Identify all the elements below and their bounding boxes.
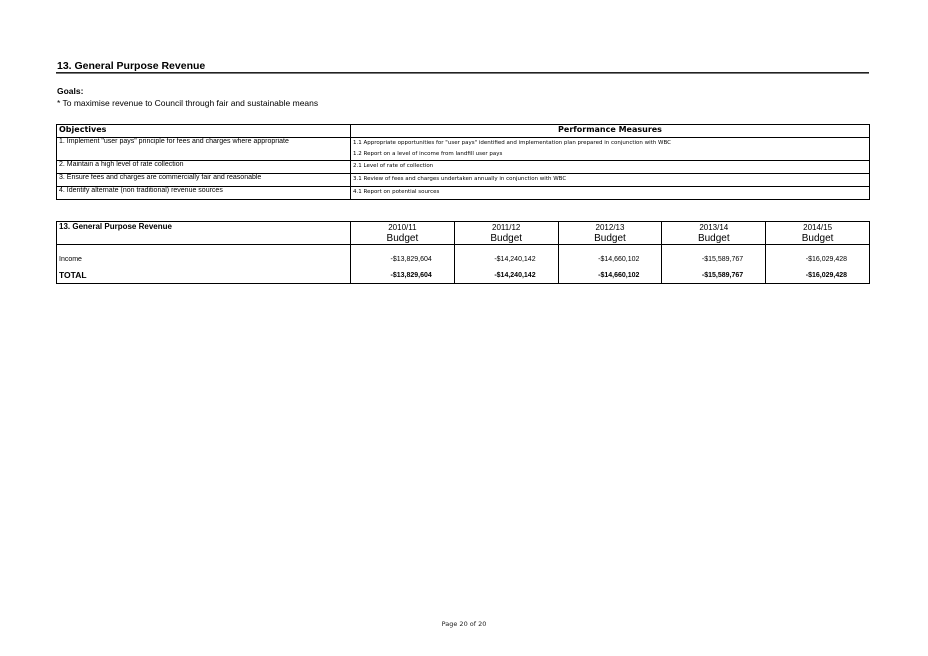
budget-table	[56, 221, 870, 284]
measure-item: 2.1 Level of rate of collection	[353, 163, 434, 169]
income-value: -$16,029,428	[766, 251, 870, 267]
table-row	[57, 138, 870, 161]
measures-cell	[351, 187, 870, 200]
year-label: 2012/13	[595, 223, 625, 232]
goals-text: * To maximise revenue to Council through fair and sustainable means	[57, 98, 319, 108]
total-value: -$16,029,428	[766, 267, 870, 284]
table-row	[57, 187, 870, 200]
objectives-table	[56, 124, 870, 200]
total-value: -$14,240,142	[454, 267, 558, 284]
income-value: -$14,240,142	[454, 251, 558, 267]
measure-item: 3.1 Review of fees and charges undertaken annually in conjunction with WBC	[353, 176, 567, 182]
budget-header-row	[57, 222, 870, 245]
table-row	[57, 174, 870, 187]
objective-cell: 1. Implement "user pays" principle for fees and charges where appropriate	[57, 138, 351, 161]
income-value: -$13,829,604	[351, 251, 455, 267]
budget-label: Budget	[801, 233, 834, 244]
table-row	[57, 161, 870, 174]
measures-cell	[351, 138, 870, 161]
year-header	[662, 222, 766, 245]
total-label: TOTAL	[57, 267, 351, 284]
year-header	[766, 222, 870, 245]
year-header	[351, 222, 455, 245]
year-label: 2014/15	[803, 223, 833, 232]
income-label: Income	[57, 251, 351, 267]
title-rule	[56, 72, 869, 74]
budget-label: Budget	[697, 233, 730, 244]
income-value: -$14,660,102	[558, 251, 662, 267]
total-value: -$13,829,604	[351, 267, 455, 284]
year-label: 2013/14	[699, 223, 729, 232]
total-row	[57, 267, 870, 284]
measures-cell	[351, 174, 870, 187]
total-value: -$14,660,102	[558, 267, 662, 284]
total-value: -$15,589,767	[662, 267, 766, 284]
section-title: 13. General Purpose Revenue	[57, 60, 206, 72]
objective-cell: 4. Identify alternate (non traditional) revenue sources	[57, 187, 351, 200]
budget-label: Budget	[490, 233, 523, 244]
income-value: -$15,589,767	[662, 251, 766, 267]
goals-label: Goals:	[57, 86, 84, 96]
measure-item: 1.1 Appropriate opportunities for "user pays" identified and implementation plan prepared in conjunction with WBC	[353, 140, 672, 146]
year-header	[558, 222, 662, 245]
measures-header: Performance Measures	[351, 125, 870, 138]
year-header	[454, 222, 558, 245]
page-number: Page 20 of 20	[441, 620, 487, 628]
measure-item: 4.1 Report on potential sources	[353, 189, 440, 195]
year-label: 2010/11	[388, 223, 417, 232]
budget-label: Budget	[386, 233, 419, 244]
objective-cell: 3. Ensure fees and charges are commercially fair and reasonable	[57, 174, 351, 187]
income-row	[57, 251, 870, 267]
year-label: 2011/12	[492, 223, 521, 232]
budget-label: Budget	[594, 233, 626, 244]
objectives-header: Objectives	[57, 125, 351, 138]
measure-item: 1.2 Report on a level of income from landfill user pays	[353, 151, 503, 157]
measures-cell	[351, 161, 870, 174]
objective-cell: 2. Maintain a high level of rate collection	[57, 161, 351, 174]
budget-title: 13. General Purpose Revenue	[57, 222, 351, 245]
